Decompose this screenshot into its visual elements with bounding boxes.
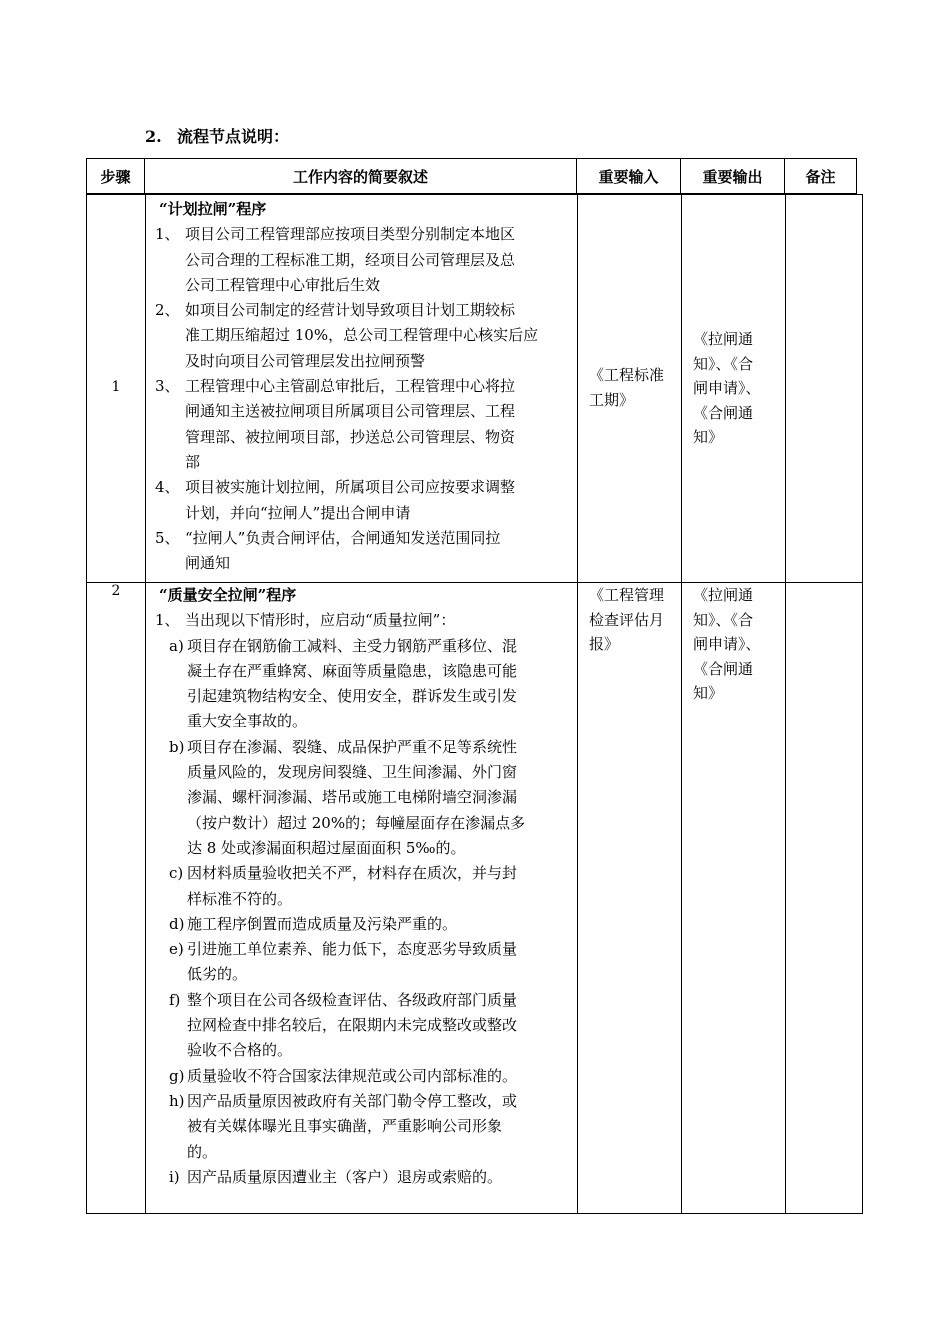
list-item (145, 526, 569, 577)
section-heading (145, 124, 289, 147)
row-2-output (693, 583, 781, 706)
sub-item-line: 验收不合格的。 (187, 1041, 293, 1060)
sub-item (145, 634, 569, 735)
sub-item-letter: h) (169, 1091, 185, 1110)
item-line: 计划，并向“拉闸人”提出合闸申请 (185, 503, 411, 522)
item-line: 部 (185, 452, 201, 471)
section-number: 2. (145, 127, 162, 146)
sub-item-line: 低劣的。 (187, 965, 248, 984)
item-line: 项目被实施计划拉闸，所属项目公司应按要求调整 (185, 478, 516, 497)
sub-item-line: 拉网检查中排名较后，在限期内未完成整改或整改 (187, 1016, 518, 1035)
sub-item-letter: a) (169, 636, 184, 655)
sub-item (145, 937, 569, 988)
sub-item-line: 引起建筑物结构安全、使用安全，群诉发生或引发 (187, 687, 518, 706)
item-line: 工程管理中心主管副总审批后，工程管理中心将拉 (185, 377, 516, 396)
row-2-content (155, 583, 569, 1190)
sub-item-line: 项目存在钢筋偷工减料、主受力钢筋严重移位、混 (187, 636, 518, 655)
sub-item-line: 引进施工单位素养、能力低下，态度恶劣导致质量 (187, 940, 518, 959)
item-line: 闸通知主送被拉闸项目所属项目公司管理层、工程 (185, 402, 516, 421)
sub-item-line: 整个项目在公司各级检查评估、各级政府部门质量 (187, 990, 518, 1009)
item-text: 当出现以下情形时，应启动“质量拉闸”： (185, 611, 456, 630)
sub-item (145, 861, 569, 912)
list-item (145, 222, 569, 298)
header-step: 步骤 (86, 158, 144, 194)
item-number: 2、 (155, 301, 180, 320)
header-note: 备注 (784, 158, 857, 194)
item-line: 项目公司工程管理部应按项目类型分别制定本地区 (185, 225, 516, 244)
list-item (145, 374, 569, 475)
output-line: 知》 (693, 684, 724, 702)
input-line: 工期》 (589, 390, 635, 409)
sub-item-letter: f) (169, 990, 181, 1009)
output-line: 《合闸通 (693, 403, 754, 422)
input-line: 检查评估月 (589, 610, 665, 629)
input-line: 报》 (589, 635, 620, 653)
item-number: 1、 (155, 611, 180, 630)
sub-item (145, 1089, 569, 1165)
sub-item-line: 因材料质量验收把关不严，材料存在质次，并与封 (187, 864, 518, 883)
procedure-title: “质量安全拉闸”程序 (159, 586, 297, 604)
sub-item-line: 因产品质量原因被政府有关部门勒令停工整改，或 (187, 1091, 518, 1110)
sub-item-line: 质量验收不符合国家法律规范或公司内部标准的。 (187, 1066, 518, 1085)
input-line: 《工程管理 (589, 586, 665, 604)
header-output: 重要输出 (680, 158, 784, 194)
sub-item-line: 的。 (187, 1142, 218, 1161)
item-line: 准工期压缩超过 10%，总公司工程管理中心核实后应 (185, 326, 539, 345)
sub-item (145, 912, 569, 937)
step-number: 1 (111, 379, 121, 395)
item-line: 及时向项目公司管理层发出拉闸预警 (185, 351, 426, 370)
item-line: 公司合理的工程标准工期，经项目公司管理层及总 (185, 250, 516, 269)
sub-item-letter: c) (169, 864, 184, 883)
output-line: 闸申请》、 (693, 635, 761, 653)
sub-item-letter: e) (169, 940, 184, 959)
col-divider (785, 195, 786, 1213)
sub-item-line: 施工程序倒置而造成质量及污染严重的。 (187, 914, 458, 933)
header-content: 工作内容的简要叙述 (144, 158, 576, 194)
item-number: 5、 (155, 528, 180, 547)
sub-item-line: 被有关媒体曝光且事实确凿，严重影响公司形象 (187, 1117, 503, 1136)
sub-item-line: 质量风险的，发现房间裂缝、卫生间渗漏、外门窗 (187, 763, 518, 782)
col-divider (681, 195, 682, 1213)
output-line: 知》、《合 (693, 610, 754, 629)
row-2-input (589, 583, 677, 657)
sub-item-line: 凝土存在严重蜂窝、麻面等质量隐患，该隐患可能 (187, 661, 518, 680)
item-line: 闸通知 (185, 554, 231, 573)
item-number: 3、 (155, 377, 180, 396)
section-title: 流程节点说明： (177, 127, 290, 146)
sub-item-line: （按户数计）超过 20%的；每幢屋面存在渗漏点多 (187, 813, 526, 832)
sub-item (145, 1064, 569, 1089)
header-input: 重要输入 (576, 158, 680, 194)
item-line: 如项目公司制定的经营计划导致项目计划工期较标 (185, 301, 516, 320)
sub-item (145, 735, 569, 861)
output-line: 知》、《合 (693, 354, 754, 373)
item-line: 公司工程管理中心审批后生效 (185, 275, 381, 294)
list-item (145, 298, 569, 374)
row-1-input (589, 363, 677, 412)
sub-item (145, 1165, 569, 1190)
list-item (145, 475, 569, 526)
sub-item-letter: b) (169, 737, 185, 756)
row-1-content (155, 197, 569, 576)
sub-item-line: 重大安全事故的。 (187, 712, 308, 731)
sub-item (145, 988, 569, 1064)
output-line: 《合闸通 (693, 659, 754, 678)
sub-item-letter: d) (169, 914, 185, 933)
sub-item-letter: g) (169, 1066, 185, 1085)
item-line: “拉闸人”负责合闸评估，合闸通知发送范围同拉 (185, 528, 501, 547)
item-number: 1、 (155, 225, 180, 244)
sub-item-letter: i) (169, 1167, 180, 1186)
output-line: 闸申请》、 (693, 379, 761, 397)
sub-item-line: 渗漏、螺杆洞渗漏、塔吊或施工电梯附墙空洞渗漏 (187, 788, 518, 807)
col-divider (577, 195, 578, 1213)
sub-item-line: 达 8 处或渗漏面积超过屋面面积 5‰的。 (187, 838, 466, 857)
procedure-title: “计划拉闸”程序 (159, 200, 267, 218)
sub-item-line: 项目存在渗漏、裂缝、成品保护严重不足等系统性 (187, 737, 518, 756)
input-line: 《工程标准 (589, 366, 665, 384)
step-number: 2 (111, 583, 121, 599)
list-item (155, 608, 569, 633)
output-line: 《拉闸通 (693, 586, 754, 604)
process-table (86, 194, 863, 1214)
item-number: 4、 (155, 478, 180, 497)
output-line: 《拉闸通 (693, 330, 754, 348)
row-1-output (693, 327, 781, 450)
table-header (86, 158, 856, 194)
item-line: 管理部、被拉闸项目部，抄送总公司管理层、物资 (185, 427, 516, 446)
sub-item-line: 样标准不符的。 (187, 889, 293, 908)
sub-item-line: 因产品质量原因遭业主（客户）退房或索赔的。 (187, 1167, 503, 1186)
output-line: 知》 (693, 428, 724, 446)
